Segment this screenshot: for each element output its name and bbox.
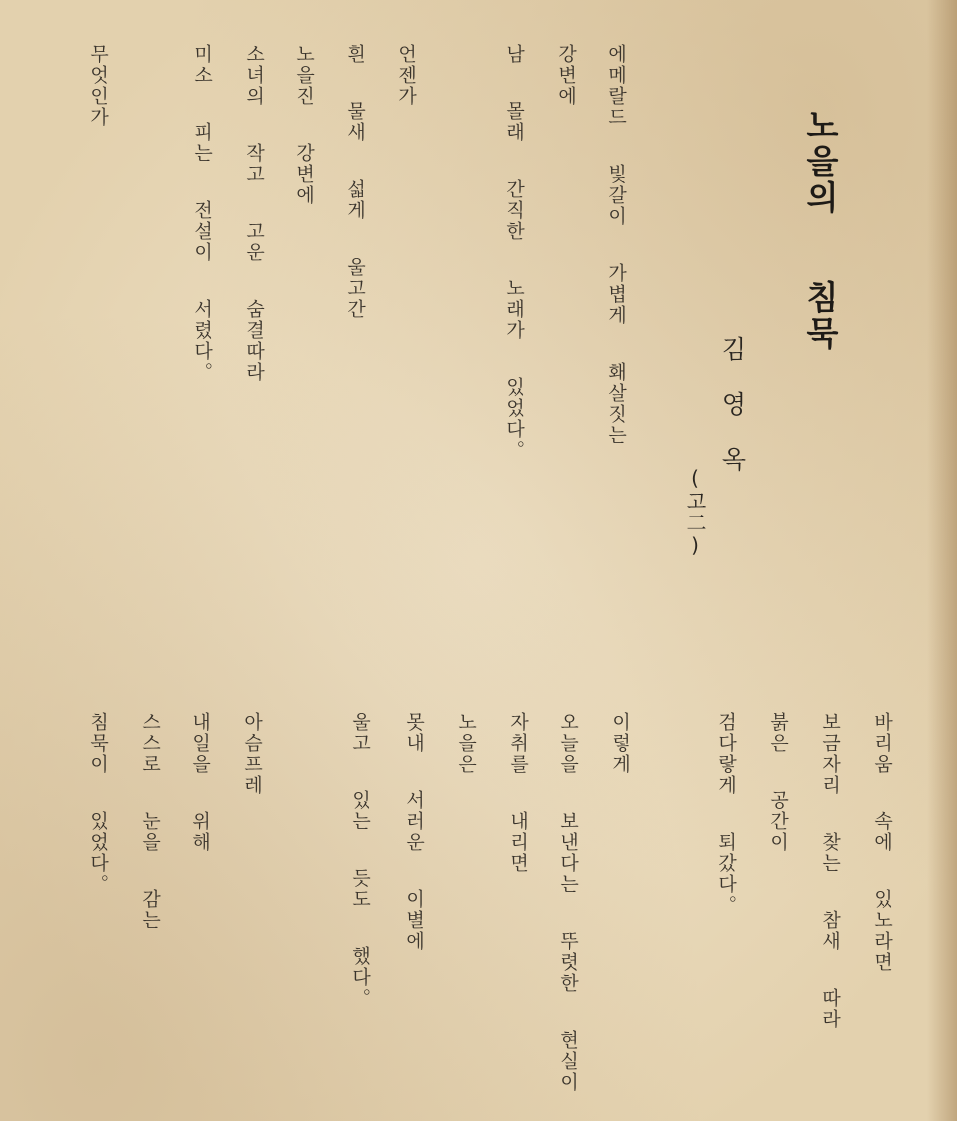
poem-line: 자취를 내리면	[507, 712, 529, 874]
poem-line: 검다랗게 퇴갔다。	[715, 712, 737, 916]
poem-line: 울고 있는 듯도 했다。	[349, 712, 371, 1009]
poem-line: 붉은 공간이	[767, 712, 789, 853]
poem-line: 강변에	[555, 44, 577, 107]
poem-line: 노을진 강변에	[293, 44, 315, 206]
poem-line: 노을은	[455, 712, 477, 775]
poem-line: 아슴프레	[241, 712, 263, 796]
poem-line: 소녀의 작고 고운 숨결따라	[243, 44, 265, 383]
poem-line: 오늘을 보낸다는 뚜렷한 현실이	[557, 712, 579, 1093]
poem-line: 남 몰래 간직한 노래가 있었다。	[503, 44, 525, 461]
poem-line: 보금자리 찾는 참새 따라	[819, 712, 841, 1030]
poem-line: 미소 피는 전설이 서렸다。	[191, 44, 213, 383]
poem-line: 못내 서러운 이별에	[403, 712, 425, 952]
poem-line: 이렇게	[609, 712, 631, 775]
poem-line: 바리움 속에 있노라면	[871, 712, 893, 973]
poem-line: 언젠가	[395, 44, 417, 107]
poem-line: 흰 물새 섧게 울고간	[344, 44, 366, 320]
poem-line: 에메랄드 빛갈이 가볍게 홰살짓는	[605, 44, 627, 446]
poem-title: 노을의 침묵	[801, 108, 840, 352]
author-name: 김영옥	[718, 336, 747, 501]
poem-line: 침묵이 있었다。	[87, 712, 109, 895]
poem-line: 내일을 위해	[189, 712, 211, 853]
poem-line: 스스로 눈을 감는	[139, 712, 161, 931]
author-grade: (고二)	[683, 466, 707, 558]
poem-line: 무엇인가	[87, 44, 109, 128]
